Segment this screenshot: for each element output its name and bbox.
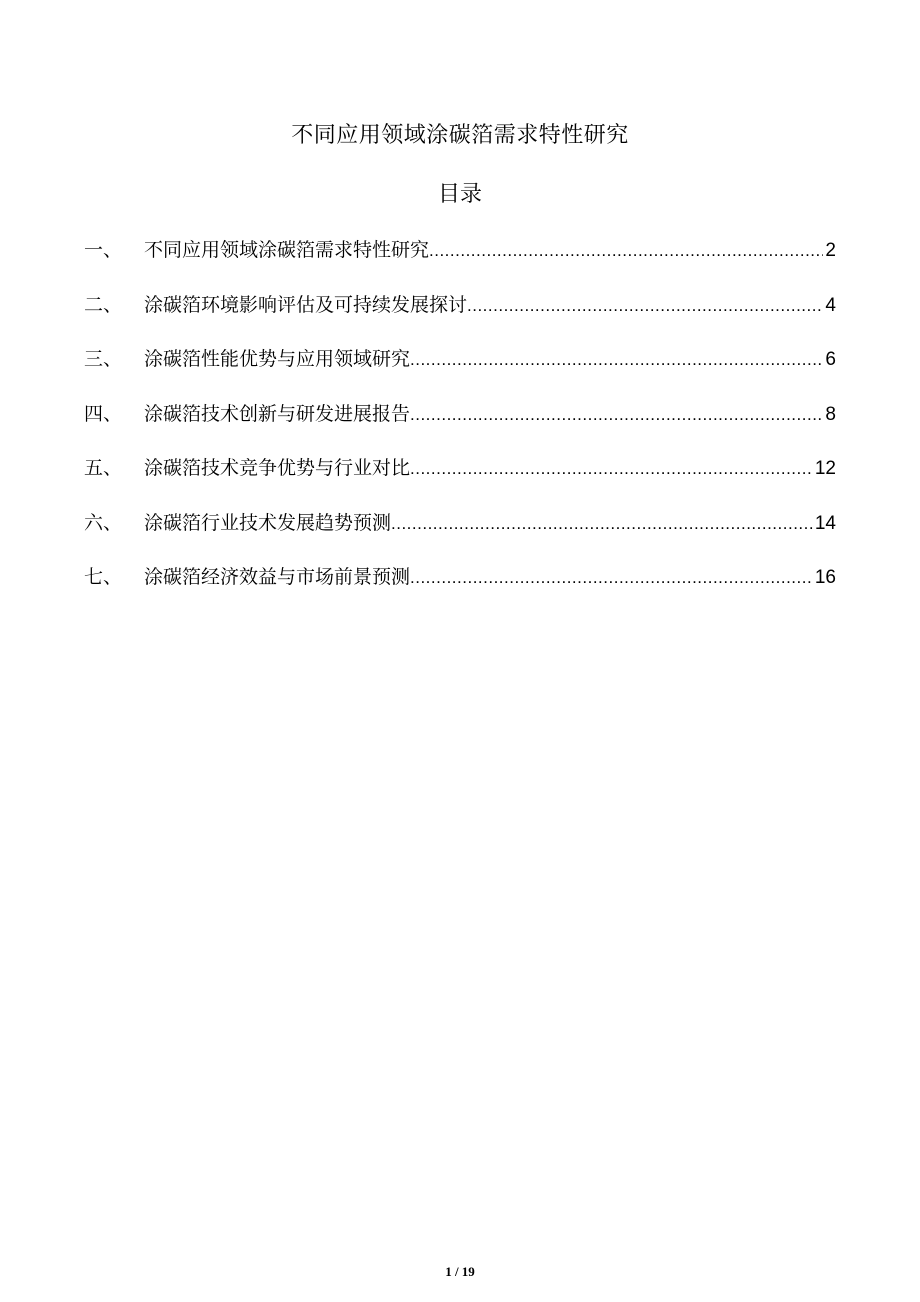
- toc-entry-page: 14: [814, 512, 836, 534]
- toc-entry-title: 不同应用领域涂碳箔需求特性研究: [144, 239, 430, 261]
- toc-dot-leader: [467, 284, 823, 328]
- toc-entry-number: 六、: [84, 511, 123, 534]
- toc-entry-page: 16: [814, 567, 836, 588]
- toc-entry-title: 涂碳箔技术竞争优势与行业对比: [144, 457, 411, 479]
- toc-dot-leader: [410, 447, 813, 491]
- document-title: 不同应用领域涂碳箔需求特性研究: [291, 123, 629, 148]
- toc-entry-title: 涂碳箔经济效益与市场前景预测: [144, 566, 411, 588]
- toc-entry-title: 涂碳箔技术创新与研发进展报告: [144, 402, 411, 425]
- toc-entry-7[interactable]: [84, 555, 836, 610]
- toc-entry-number: 三、: [84, 348, 123, 370]
- toc-entry-4[interactable]: [84, 392, 836, 447]
- toc-entry-2[interactable]: [84, 283, 836, 338]
- toc-entry-number: 五、: [84, 457, 123, 479]
- toc-entry-6[interactable]: [84, 501, 836, 556]
- toc-dot-leader: [391, 502, 813, 546]
- toc-entry-page: 12: [814, 458, 836, 479]
- toc-entry-title: 涂碳箔环境影响评估及可持续发展探讨: [144, 293, 468, 316]
- toc-dot-leader: [429, 229, 823, 273]
- toc-entry-page: 4: [825, 294, 836, 316]
- toc-dot-leader: [410, 393, 823, 437]
- toc-entry-1[interactable]: [84, 228, 836, 283]
- toc-entry-number: 四、: [84, 402, 123, 425]
- toc-entry-3[interactable]: [84, 337, 836, 392]
- table-of-contents: [84, 228, 836, 610]
- page-number: 1 / 19: [445, 1264, 475, 1279]
- toc-entry-number: 一、: [84, 239, 123, 261]
- toc-entry-number: 七、: [84, 566, 123, 588]
- toc-entry-5[interactable]: [84, 446, 836, 501]
- toc-dot-leader: [410, 556, 813, 600]
- toc-dot-leader: [410, 338, 823, 382]
- toc-heading: 目录: [437, 182, 482, 207]
- toc-entry-page: 6: [825, 349, 836, 370]
- toc-entry-number: 二、: [84, 293, 123, 316]
- toc-entry-page: 2: [825, 240, 836, 261]
- toc-entry-page: 8: [825, 403, 836, 425]
- toc-entry-title: 涂碳箔行业技术发展趋势预测: [144, 511, 392, 534]
- toc-entry-title: 涂碳箔性能优势与应用领域研究: [144, 348, 411, 370]
